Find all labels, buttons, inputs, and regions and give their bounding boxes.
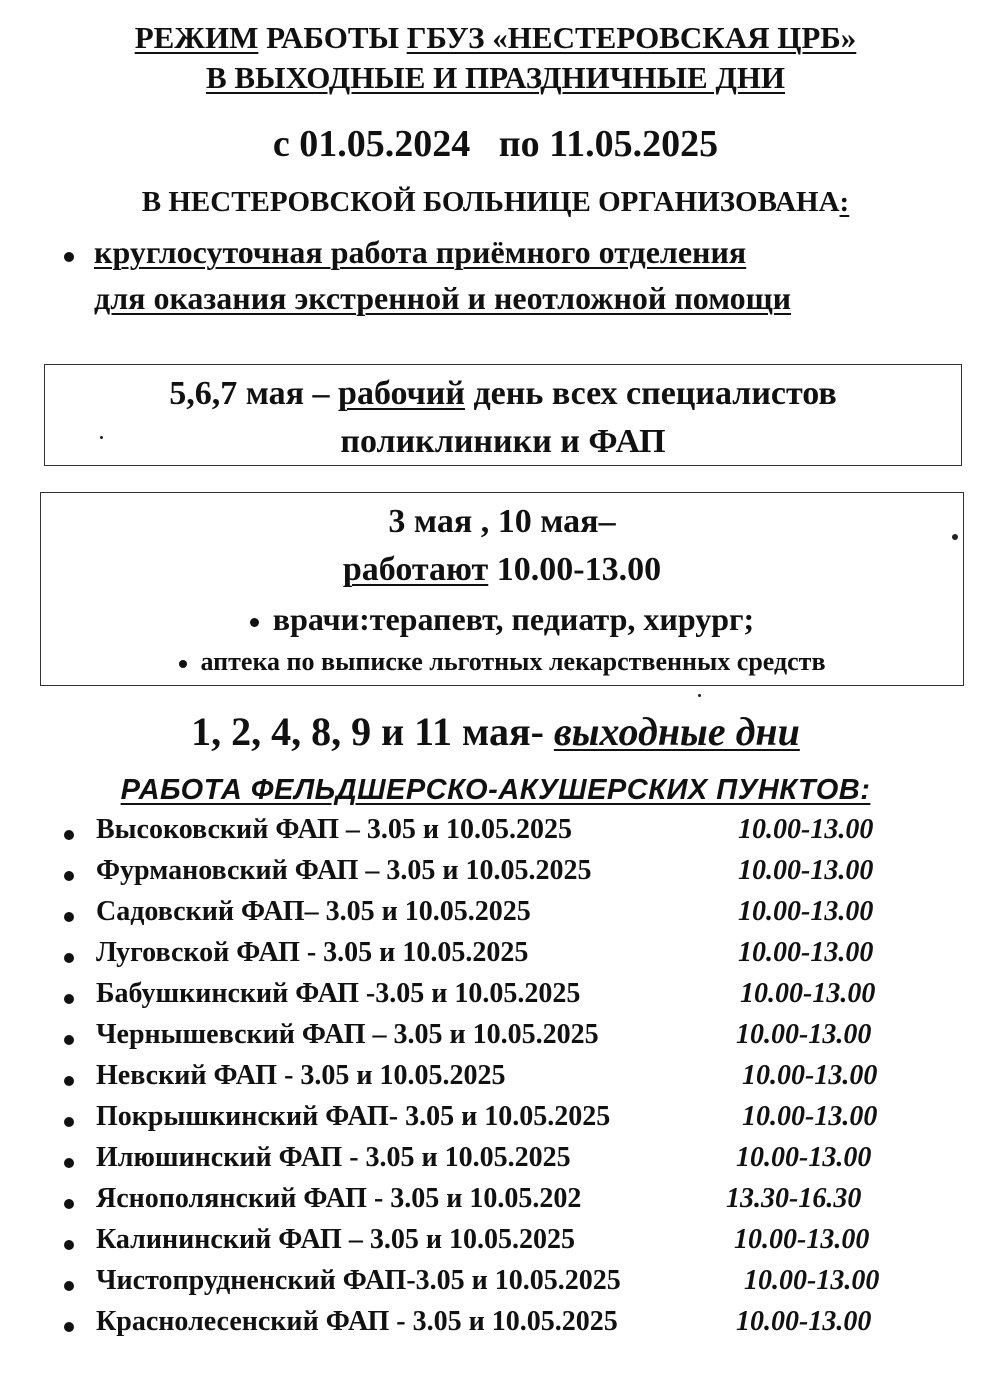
fap-heading-text: РАБОТА ФЕЛЬДШЕРСКО-АКУШЕРСКИХ ПУНКТОВ: xyxy=(120,774,871,806)
fap-hours: 10.00-13.00 xyxy=(736,1306,872,1337)
fap-row xyxy=(0,814,991,852)
fap-row xyxy=(0,1142,991,1180)
bullet-icon xyxy=(250,618,259,627)
bullet-icon xyxy=(64,830,74,840)
short-days-hours: 10.00-13.00 xyxy=(488,551,662,588)
fap-hours: 10.00-13.00 xyxy=(740,978,876,1009)
bullet-icon xyxy=(64,1199,74,1209)
holidays-line xyxy=(0,708,991,755)
scan-speck xyxy=(100,436,103,439)
fap-name: Садовский ФАП– 3.05 и 10.05.2025 xyxy=(96,896,531,927)
bullet-icon xyxy=(64,1076,74,1086)
fap-name: Калининский ФАП – 3.05 и 10.05.2025 xyxy=(96,1224,575,1255)
fap-name: Чернышевский ФАП – 3.05 и 10.05.2025 xyxy=(96,1019,599,1050)
bullet-icon xyxy=(179,660,187,668)
bullet-icon xyxy=(64,1281,74,1291)
fap-hours: 10.00-13.00 xyxy=(736,1019,872,1050)
organized-heading-colon: : xyxy=(839,186,850,218)
short-days-pharmacy: аптека по выписке льготных лекарственных средств xyxy=(200,647,826,676)
bullet-icon xyxy=(64,994,74,1004)
fap-row xyxy=(0,1183,991,1221)
fap-name: Невский ФАП - 3.05 и 10.05.2025 xyxy=(96,1060,506,1091)
title-word-regime: РЕЖИМ xyxy=(134,20,259,55)
holidays-label: выходные дни xyxy=(553,709,800,754)
fap-name: Илюшинский ФАП - 3.05 и 10.05.2025 xyxy=(96,1142,571,1173)
holidays-dates: 1, 2, 4, 8, 9 и 11 мая- xyxy=(191,709,554,754)
fap-hours: 10.00-13.00 xyxy=(744,1265,880,1296)
fap-hours: 10.00-13.00 xyxy=(742,1060,878,1091)
fap-hours: 10.00-13.00 xyxy=(734,1224,870,1255)
bullet-icon xyxy=(64,1158,74,1168)
bullet-icon xyxy=(64,953,74,963)
fap-hours: 10.00-13.00 xyxy=(738,855,874,886)
fap-row xyxy=(0,1265,991,1303)
fap-row xyxy=(0,978,991,1016)
title-hospital-name: ГБУЗ «НЕСТЕРОВСКАЯ ЦРБ» xyxy=(406,20,857,55)
organized-bullet-line-1 xyxy=(94,234,746,271)
fap-row xyxy=(0,1101,991,1139)
short-days-bullet-1 xyxy=(41,601,963,638)
short-days-bullet-2 xyxy=(41,647,963,677)
fap-row xyxy=(0,937,991,975)
fap-row xyxy=(0,855,991,893)
working-days-line-1 xyxy=(45,375,961,413)
fap-name: Фурмановский ФАП – 3.05 и 10.05.2025 xyxy=(96,855,592,886)
fap-hours: 13.30-16.30 xyxy=(726,1183,862,1214)
organized-bullet-text-2: для оказания экстренной и неотложной помощи xyxy=(94,280,792,316)
organized-bullet-line-2 xyxy=(94,280,791,317)
organized-heading-text: В НЕСТЕРОВСКОЙ БОЛЬНИЦЕ ОРГАНИЗОВАНА xyxy=(141,186,840,218)
fap-hours: 10.00-13.00 xyxy=(736,1142,872,1173)
title-line-2 xyxy=(0,60,991,96)
period-dates: с 01.05.2024 по 11.05.2025 xyxy=(272,123,719,165)
fap-name: Бабушкинский ФАП -3.05 и 10.05.2025 xyxy=(96,978,581,1009)
fap-heading xyxy=(0,774,991,807)
working-days-line-2: поликлиники и ФАП xyxy=(340,423,666,460)
fap-row xyxy=(0,1060,991,1098)
short-days-working-label: работают xyxy=(342,551,489,588)
working-days-box xyxy=(44,364,962,466)
short-days-hours-line xyxy=(41,551,963,589)
fap-hours: 10.00-13.00 xyxy=(738,937,874,968)
bullet-icon xyxy=(64,252,74,262)
working-days-rest: день всех специалистов xyxy=(464,375,837,412)
short-days-dates: 3 мая , 10 мая– xyxy=(388,503,616,540)
fap-name: Покрышкинский ФАП- 3.05 и 10.05.2025 xyxy=(96,1101,611,1132)
fap-row xyxy=(0,896,991,934)
fap-name: Краснолесенский ФАП - 3.05 и 10.05.2025 xyxy=(96,1306,618,1337)
short-days-box xyxy=(40,492,964,686)
fap-name: Яснополянский ФАП - 3.05 и 10.05.202 xyxy=(96,1183,582,1214)
scan-speck xyxy=(952,534,958,540)
organized-heading xyxy=(0,186,991,219)
organized-bullet-text-1: круглосуточная работа приёмного отделения xyxy=(94,234,747,270)
fap-hours: 10.00-13.00 xyxy=(738,814,874,845)
title-holidays: В ВЫХОДНЫЕ И ПРАЗДНИЧНЫЕ ДНИ xyxy=(205,60,786,95)
short-days-doctors: врачи:терапевт, педиатр, хирург; xyxy=(272,601,755,637)
bullet-icon xyxy=(64,912,74,922)
working-days-dates: 5,6,7 мая – xyxy=(169,375,339,412)
bullet-icon xyxy=(64,1322,74,1332)
bullet-icon xyxy=(64,1035,74,1045)
fap-row xyxy=(0,1019,991,1057)
fap-row xyxy=(0,1224,991,1262)
bullet-icon xyxy=(64,1117,74,1127)
title-word-work: РАБОТЫ xyxy=(258,20,407,55)
fap-name: Луговской ФАП - 3.05 и 10.05.2025 xyxy=(96,937,529,968)
bullet-icon xyxy=(64,1240,74,1250)
fap-hours: 10.00-13.00 xyxy=(738,896,874,927)
working-days-label: рабочий xyxy=(338,375,465,412)
fap-row xyxy=(0,1306,991,1344)
fap-name: Высоковский ФАП – 3.05 и 10.05.2025 xyxy=(96,814,573,845)
bullet-icon xyxy=(64,871,74,881)
title-line-1 xyxy=(0,20,991,56)
fap-name: Чистопрудненский ФАП-3.05 и 10.05.2025 xyxy=(96,1265,621,1296)
fap-hours: 10.00-13.00 xyxy=(742,1101,878,1132)
scan-speck xyxy=(698,694,701,697)
